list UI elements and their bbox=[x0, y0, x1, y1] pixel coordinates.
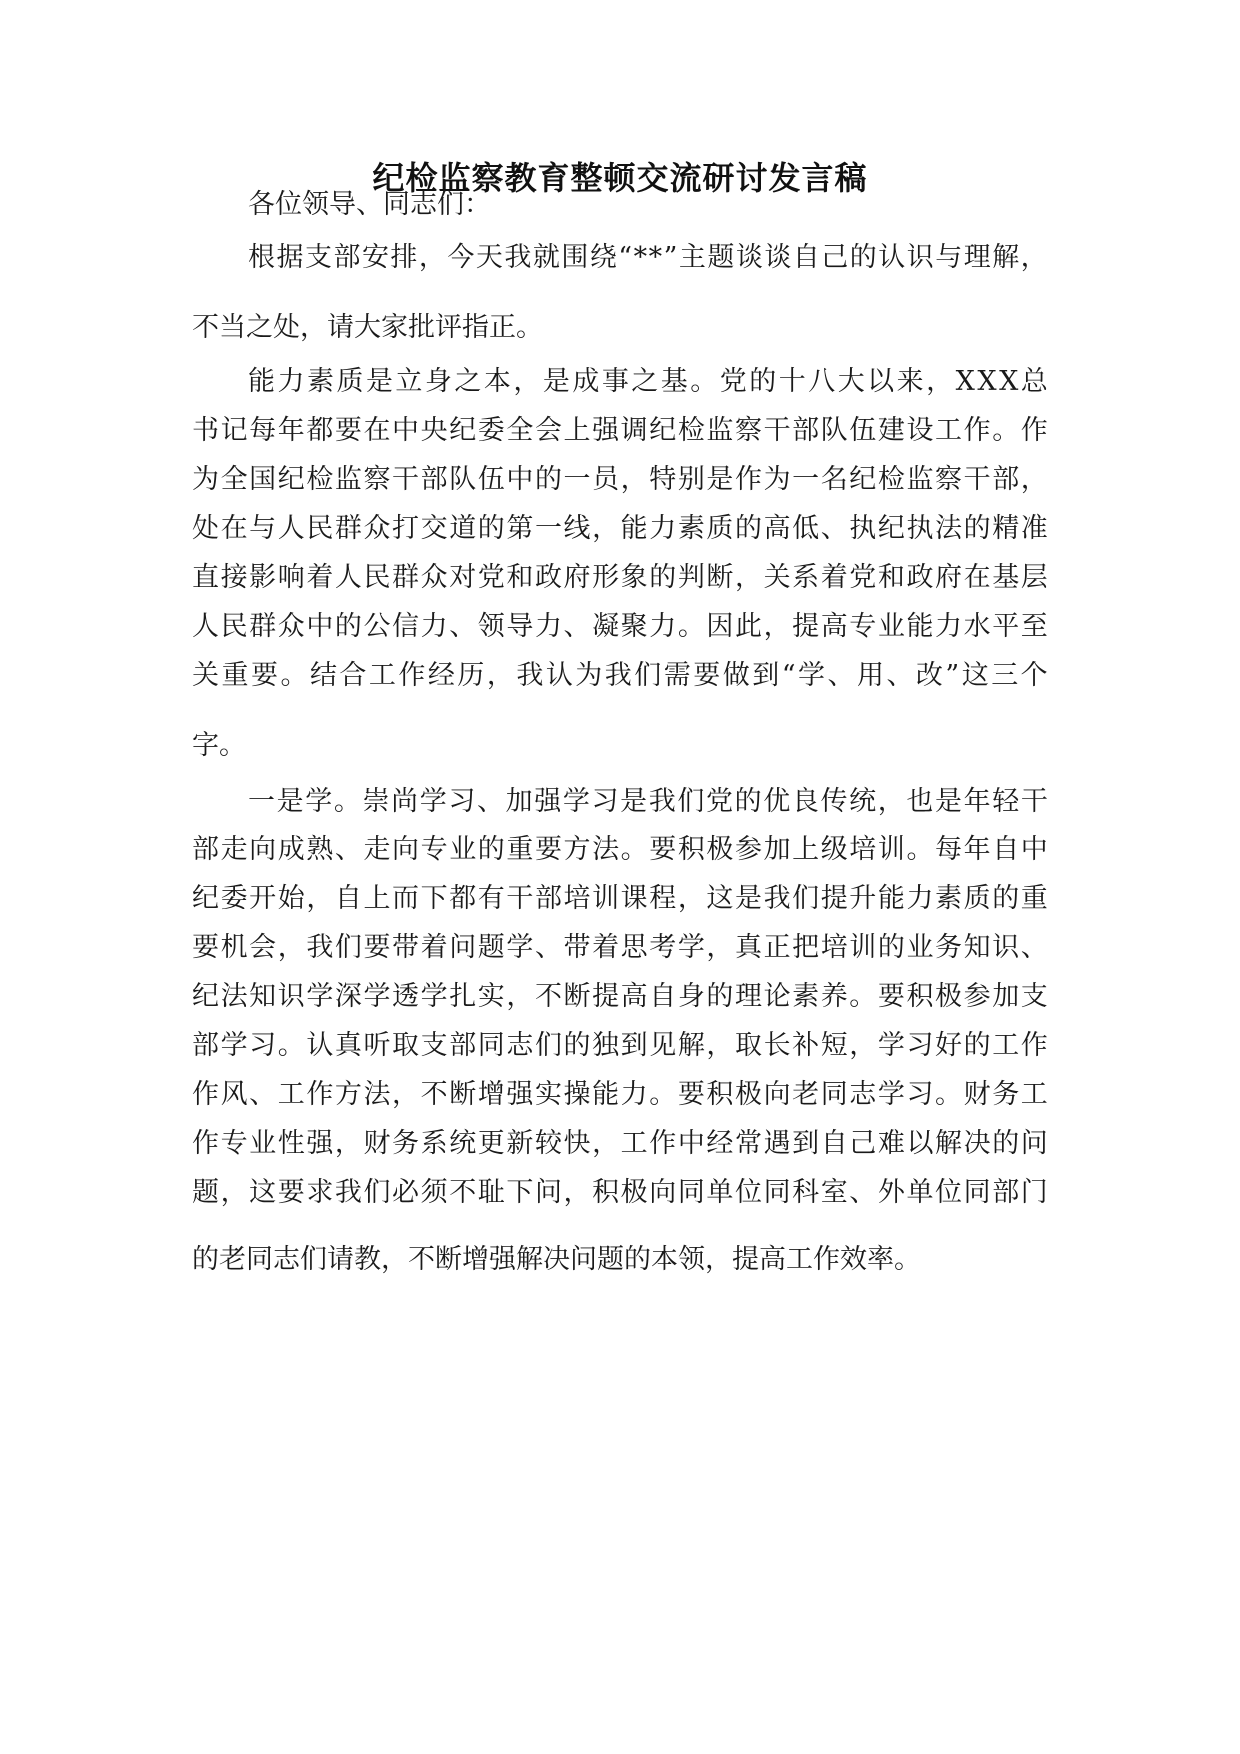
body-line: 处 在 与 人 民 群 众 打 交 道 的 第 一 线 ， 能 力 素 质 的 高 低 、 执 纪 执 法 的 精 准 bbox=[192, 513, 1048, 544]
body-line: 作 专 业 性 强 ， 财 务 系 统 更 新 较 快 ， 工 作 中 经 常 遇 到 自 己 难 以 解 决 的 问 bbox=[192, 1128, 1048, 1159]
body-line: 一 是 学 。 崇 尚 学 习 、 加 强 学 习 是 我 们 党 的 优 良 传 统 ， 也 是 年 轻 干 bbox=[248, 786, 1048, 817]
body-line: 根 据 支 部 安 排 ， 今 天 我 就 围 绕 “ * * ” 主 题 谈 谈 自 己 的 认 识 与 理 解 ， bbox=[248, 242, 1048, 273]
body-line: 纪 法 知 识 学 深 学 透 学 扎 实 ， 不 断 提 高 自 身 的 理 论 素 养 。 要 积 极 参 加 支 bbox=[192, 981, 1048, 1012]
body-line: 书 记 每 年 都 要 在 中 央 纪 委 全 会 上 强 调 纪 检 监 察 干 部 队 伍 建 设 工 作 。 作 bbox=[192, 415, 1048, 446]
body-line: 要 机 会 ， 我 们 要 带 着 问 题 学 、 带 着 思 考 学 ， 真 正 把 培 训 的 业 务 知 识 、 bbox=[192, 932, 1048, 963]
body-line: 题 ， 这 要 求 我 们 必 须 不 耻 下 问 ， 积 极 向 同 单 位 同 科 室 、 外 单 位 同 部 门 bbox=[192, 1177, 1048, 1208]
body-line: 人 民 群 众 中 的 公 信 力 、 领 导 力 、 凝 聚 力 。 因 此 ， 提 高 专 业 能 力 水 平 至 bbox=[192, 611, 1048, 642]
salutation-line: 各位领导、同志们： bbox=[248, 189, 491, 220]
body-line: 能 力 素 质 是 立 身 之 本 ， 是 成 事 之 基 。 党 的 十 八 大 以 来 ， X X X 总 bbox=[248, 366, 1048, 397]
body-line: 关 重 要 。 结 合 工 作 经 历 ， 我 认 为 我 们 需 要 做 到 “ 学 、 用 、 改 ” 这 三 个 bbox=[192, 660, 1048, 691]
body-line: 纪 委 开 始 ， 自 上 而 下 都 有 干 部 培 训 课 程 ， 这 是 我 们 提 升 能 力 素 质 的 重 bbox=[192, 883, 1048, 914]
body-line: 不当之处，请大家批评指正。 bbox=[192, 312, 543, 343]
body-line: 直 接 影 响 着 人 民 群 众 对 党 和 政 府 形 象 的 判 断 ， 关 系 着 党 和 政 府 在 基 层 bbox=[192, 562, 1048, 593]
body-line: 作 风 、 工 作 方 法 ， 不 断 增 强 实 操 能 力 。 要 积 极 向 老 同 志 学 习 。 财 务 工 bbox=[192, 1079, 1048, 1110]
body-line: 部 学 习 。 认 真 听 取 支 部 同 志 们 的 独 到 见 解 ， 取 长 补 短 ， 学 习 好 的 工 作 bbox=[192, 1030, 1048, 1061]
body-line: 部 走 向 成 熟 、 走 向 专 业 的 重 要 方 法 。 要 积 极 参 加 上 级 培 训 。 每 年 自 中 bbox=[192, 834, 1048, 865]
body-line: 字。 bbox=[192, 730, 246, 761]
body-line: 为 全 国 纪 检 监 察 干 部 队 伍 中 的 一 员 ， 特 别 是 作 为 一 名 纪 检 监 察 干 部 ， bbox=[192, 464, 1048, 495]
body-line: 的老同志们请教，不断增强解决问题的本领，提高工作效率。 bbox=[192, 1244, 921, 1275]
document-title: 纪检监察教育整顿交流研讨发言稿 bbox=[372, 159, 868, 197]
